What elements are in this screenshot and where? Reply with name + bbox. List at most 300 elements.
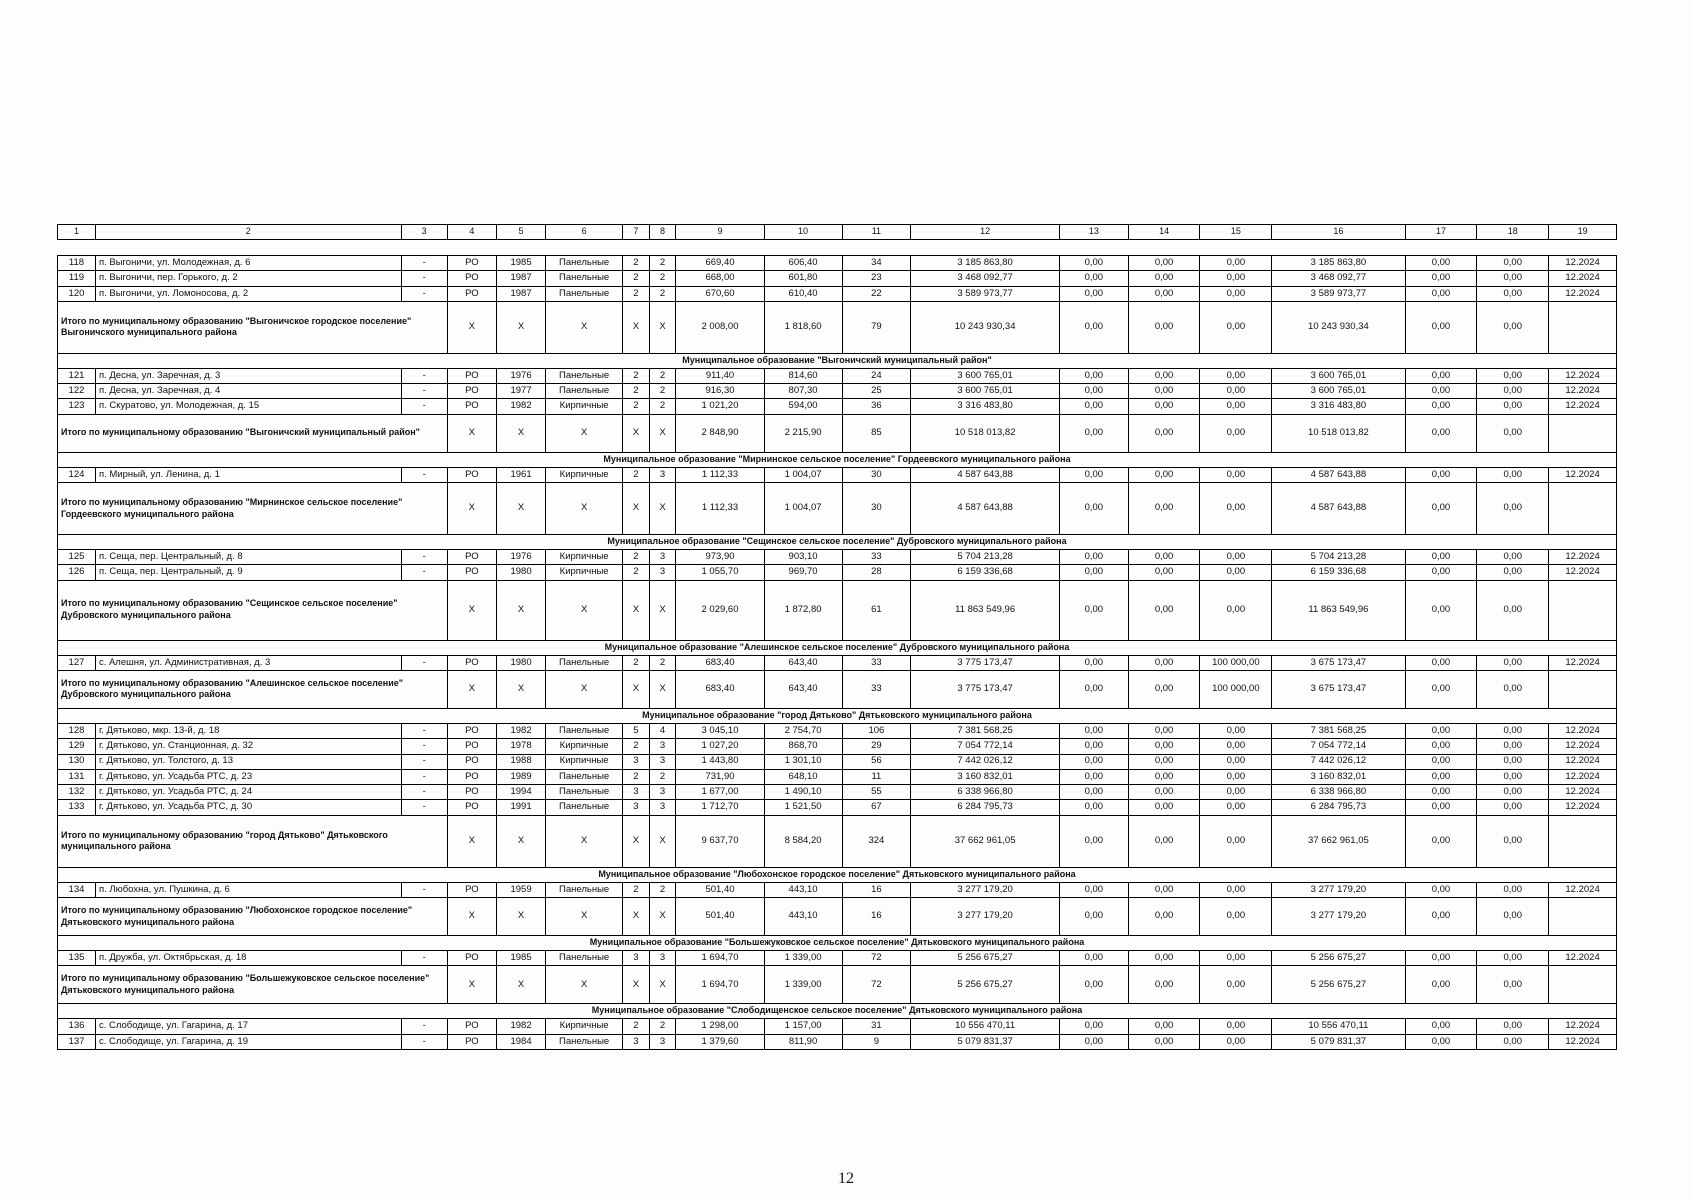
total-cell: 11 863 549,96 bbox=[1272, 580, 1405, 640]
table-cell: 12.2024 bbox=[1549, 399, 1617, 414]
table-cell: - bbox=[401, 754, 447, 769]
table-row bbox=[58, 399, 1617, 414]
table-cell: Кирпичные bbox=[546, 754, 623, 769]
table-cell: Панельные bbox=[546, 951, 623, 966]
table-cell: 0,00 bbox=[1059, 1034, 1128, 1049]
table-cell: 3 bbox=[649, 739, 676, 754]
table-cell: 0,00 bbox=[1405, 951, 1477, 966]
table-cell: 606,40 bbox=[764, 256, 842, 271]
total-row bbox=[58, 301, 1617, 353]
total-cell: 0,00 bbox=[1059, 670, 1128, 708]
table-cell: 1987 bbox=[496, 271, 545, 286]
table-cell: Кирпичные bbox=[546, 550, 623, 565]
total-row bbox=[58, 670, 1617, 708]
table-cell: 23 bbox=[842, 271, 911, 286]
table-cell: - bbox=[401, 399, 447, 414]
table-cell: - bbox=[401, 655, 447, 670]
table-cell: 10 556 470,11 bbox=[911, 1019, 1060, 1034]
table-cell: 12.2024 bbox=[1549, 1019, 1617, 1034]
table-cell: 34 bbox=[842, 256, 911, 271]
table-cell: 1989 bbox=[496, 769, 545, 784]
total-cell: X bbox=[623, 670, 650, 708]
total-cell: 2 848,90 bbox=[676, 414, 764, 452]
total-cell: 0,00 bbox=[1128, 580, 1200, 640]
table-cell: 2 bbox=[623, 286, 650, 301]
table-row bbox=[58, 565, 1617, 580]
total-cell: 10 243 930,34 bbox=[1272, 301, 1405, 353]
total-cell: 0,00 bbox=[1405, 483, 1477, 535]
table-cell: РО bbox=[447, 951, 496, 966]
total-cell: 2 029,60 bbox=[676, 580, 764, 640]
table-cell: 1982 bbox=[496, 399, 545, 414]
table-cell: 916,30 bbox=[676, 384, 764, 399]
total-row bbox=[58, 898, 1617, 936]
table-cell: 0,00 bbox=[1059, 550, 1128, 565]
table-cell: 0,00 bbox=[1128, 754, 1200, 769]
table-cell: 3 bbox=[649, 550, 676, 565]
table-cell: - bbox=[401, 565, 447, 580]
total-cell: X bbox=[623, 483, 650, 535]
table-cell: 0,00 bbox=[1200, 467, 1272, 482]
table-cell: - bbox=[401, 368, 447, 383]
table-cell: 814,60 bbox=[764, 368, 842, 383]
total-cell: 85 bbox=[842, 414, 911, 452]
total-cell: 10 518 013,82 bbox=[911, 414, 1060, 452]
table-cell: 100 000,00 bbox=[1200, 655, 1272, 670]
table-cell: 12.2024 bbox=[1549, 1034, 1617, 1049]
spacer-row bbox=[58, 240, 1617, 256]
table-cell: 2 bbox=[623, 565, 650, 580]
table-cell: 2 bbox=[623, 550, 650, 565]
table-cell: 1988 bbox=[496, 754, 545, 769]
table-cell: 868,70 bbox=[764, 739, 842, 754]
total-cell: 1 004,07 bbox=[764, 483, 842, 535]
table-cell: Панельные bbox=[546, 882, 623, 897]
table-cell: 1 677,00 bbox=[676, 785, 764, 800]
total-row bbox=[58, 815, 1617, 867]
column-number: 7 bbox=[623, 225, 650, 240]
total-cell: 0,00 bbox=[1059, 483, 1128, 535]
table-cell: 2 bbox=[623, 769, 650, 784]
table-cell: 0,00 bbox=[1477, 399, 1549, 414]
table-cell: 0,00 bbox=[1128, 399, 1200, 414]
table-cell: 2 bbox=[649, 368, 676, 383]
table-cell: 0,00 bbox=[1200, 550, 1272, 565]
table-cell: 120 bbox=[58, 286, 96, 301]
table-cell: 0,00 bbox=[1059, 565, 1128, 580]
table-cell: 1 055,70 bbox=[676, 565, 764, 580]
column-number: 11 bbox=[842, 225, 911, 240]
table-cell: Кирпичные bbox=[546, 565, 623, 580]
total-cell-empty bbox=[1549, 580, 1617, 640]
table-cell: 5 bbox=[623, 723, 650, 738]
table-cell: 0,00 bbox=[1128, 384, 1200, 399]
table-cell: 1 298,00 bbox=[676, 1019, 764, 1034]
total-cell: 643,40 bbox=[764, 670, 842, 708]
total-cell: 0,00 bbox=[1405, 815, 1477, 867]
table-cell: 6 159 336,68 bbox=[911, 565, 1060, 580]
total-cell: X bbox=[649, 414, 676, 452]
table-cell: 12.2024 bbox=[1549, 550, 1617, 565]
table-cell: 12.2024 bbox=[1549, 655, 1617, 670]
table-cell: 132 bbox=[58, 785, 96, 800]
address-cell: с. Алешня, ул. Административная, д. 3 bbox=[95, 655, 401, 670]
total-cell: X bbox=[623, 966, 650, 1004]
address-cell: г. Дятьково, ул. Усадьба РТС, д. 23 bbox=[95, 769, 401, 784]
total-cell: X bbox=[649, 580, 676, 640]
total-cell: 72 bbox=[842, 966, 911, 1004]
table-cell: Панельные bbox=[546, 1034, 623, 1049]
table-row bbox=[58, 882, 1617, 897]
table-cell: 12.2024 bbox=[1549, 882, 1617, 897]
table-cell: 12.2024 bbox=[1549, 739, 1617, 754]
table-cell: 0,00 bbox=[1059, 739, 1128, 754]
table-cell: 133 bbox=[58, 800, 96, 815]
column-number: 4 bbox=[447, 225, 496, 240]
table-cell: 1994 bbox=[496, 785, 545, 800]
section-header-row bbox=[58, 867, 1617, 882]
table-cell: 443,10 bbox=[764, 882, 842, 897]
table-cell: 2 bbox=[649, 271, 676, 286]
table-cell: 1961 bbox=[496, 467, 545, 482]
table-cell: 3 468 092,77 bbox=[911, 271, 1060, 286]
table-cell: 0,00 bbox=[1128, 565, 1200, 580]
table-cell: 0,00 bbox=[1059, 1019, 1128, 1034]
table-cell: 1 339,00 bbox=[764, 951, 842, 966]
table-cell: 0,00 bbox=[1405, 1019, 1477, 1034]
total-cell: X bbox=[447, 483, 496, 535]
table-cell: 12.2024 bbox=[1549, 800, 1617, 815]
table-cell: 0,00 bbox=[1200, 384, 1272, 399]
table-cell: 1 112,33 bbox=[676, 467, 764, 482]
table-cell: 0,00 bbox=[1128, 769, 1200, 784]
table-cell: 0,00 bbox=[1477, 882, 1549, 897]
table-cell: 0,00 bbox=[1059, 384, 1128, 399]
table-cell: 0,00 bbox=[1128, 882, 1200, 897]
table-row bbox=[58, 384, 1617, 399]
table-cell: 0,00 bbox=[1059, 655, 1128, 670]
table-cell: 0,00 bbox=[1059, 467, 1128, 482]
table-cell: - bbox=[401, 800, 447, 815]
table-cell: 969,70 bbox=[764, 565, 842, 580]
address-cell: г. Дятьково, ул. Усадьба РТС, д. 24 bbox=[95, 785, 401, 800]
table-cell: 135 bbox=[58, 951, 96, 966]
table-cell: - bbox=[401, 1034, 447, 1049]
table-cell: РО bbox=[447, 800, 496, 815]
total-cell: 0,00 bbox=[1200, 414, 1272, 452]
page-number: 12 bbox=[838, 1170, 854, 1187]
table-cell: 0,00 bbox=[1477, 550, 1549, 565]
total-label: Итого по муниципальному образованию "Алешинское сельское поселение" Дубровского муниципального района bbox=[58, 670, 448, 708]
table-cell: 0,00 bbox=[1128, 739, 1200, 754]
address-cell: с. Слободище, ул. Гагарина, д. 19 bbox=[95, 1034, 401, 1049]
table-cell: 0,00 bbox=[1128, 467, 1200, 482]
total-cell: 0,00 bbox=[1405, 670, 1477, 708]
table-row bbox=[58, 286, 1617, 301]
table-cell: 501,40 bbox=[676, 882, 764, 897]
column-number: 15 bbox=[1200, 225, 1272, 240]
table-cell: 2 bbox=[623, 739, 650, 754]
total-cell: 10 243 930,34 bbox=[911, 301, 1060, 353]
table-cell: Панельные bbox=[546, 785, 623, 800]
total-cell: 37 662 961,05 bbox=[911, 815, 1060, 867]
table-cell: 119 bbox=[58, 271, 96, 286]
table-cell: 0,00 bbox=[1477, 769, 1549, 784]
table-cell: 0,00 bbox=[1200, 565, 1272, 580]
table-cell: 0,00 bbox=[1059, 951, 1128, 966]
total-label: Итого по муниципальному образованию "Любохонское городское поселение" Дятьковского муниципального района bbox=[58, 898, 448, 936]
table-cell: 1 712,70 bbox=[676, 800, 764, 815]
table-cell: 128 bbox=[58, 723, 96, 738]
table-cell: - bbox=[401, 1019, 447, 1034]
total-cell: 0,00 bbox=[1477, 580, 1549, 640]
table-cell: 12.2024 bbox=[1549, 384, 1617, 399]
total-cell: X bbox=[447, 670, 496, 708]
table-cell: 2 bbox=[623, 399, 650, 414]
total-cell: 8 584,20 bbox=[764, 815, 842, 867]
table-cell: - bbox=[401, 785, 447, 800]
table-cell: Панельные bbox=[546, 384, 623, 399]
table-cell: 0,00 bbox=[1405, 769, 1477, 784]
table-cell: 5 256 675,27 bbox=[1272, 951, 1405, 966]
table-cell: 3 bbox=[623, 951, 650, 966]
table-cell: 3 bbox=[649, 800, 676, 815]
table-cell: 1977 bbox=[496, 384, 545, 399]
table-cell: Панельные bbox=[546, 800, 623, 815]
total-row bbox=[58, 580, 1617, 640]
total-cell-empty bbox=[1549, 815, 1617, 867]
total-cell: X bbox=[496, 483, 545, 535]
section-title: Муниципальное образование "город Дятьково" Дятьковского муниципального района bbox=[58, 708, 1617, 723]
total-label: Итого по муниципальному образованию "город Дятьково" Дятьковского муниципального района bbox=[58, 815, 448, 867]
table-cell: 1980 bbox=[496, 565, 545, 580]
table-cell: 3 bbox=[649, 467, 676, 482]
table-cell: Панельные bbox=[546, 368, 623, 383]
table-cell: 33 bbox=[842, 655, 911, 670]
table-cell: 3 589 973,77 bbox=[1272, 286, 1405, 301]
total-cell: X bbox=[546, 815, 623, 867]
spacer-cell bbox=[58, 240, 1617, 256]
table-cell: 1976 bbox=[496, 368, 545, 383]
total-cell: X bbox=[447, 815, 496, 867]
table-cell: 1959 bbox=[496, 882, 545, 897]
total-cell: X bbox=[496, 414, 545, 452]
table-cell: 7 442 026,12 bbox=[911, 754, 1060, 769]
section-title: Муниципальное образование "Мирнинское сельское поселение" Гордеевского муниципального района bbox=[58, 452, 1617, 467]
total-cell: 0,00 bbox=[1200, 898, 1272, 936]
table-cell: 3 600 765,01 bbox=[911, 368, 1060, 383]
total-cell: 0,00 bbox=[1128, 898, 1200, 936]
table-cell: 12.2024 bbox=[1549, 754, 1617, 769]
total-cell: X bbox=[649, 483, 676, 535]
table-cell: 3 bbox=[649, 754, 676, 769]
table-cell: 3 bbox=[649, 1034, 676, 1049]
table-cell: 3 bbox=[649, 785, 676, 800]
total-cell: 2 215,90 bbox=[764, 414, 842, 452]
table-cell: 1976 bbox=[496, 550, 545, 565]
table-cell: РО bbox=[447, 368, 496, 383]
table-cell: 67 bbox=[842, 800, 911, 815]
total-cell: X bbox=[649, 301, 676, 353]
table-row bbox=[58, 785, 1617, 800]
table-cell: 136 bbox=[58, 1019, 96, 1034]
table-cell: 0,00 bbox=[1200, 1034, 1272, 1049]
section-title: Муниципальное образование "Сещинское сельское поселение" Дубровского муниципального района bbox=[58, 535, 1617, 550]
table-cell: 0,00 bbox=[1059, 785, 1128, 800]
table-cell: 2 bbox=[649, 655, 676, 670]
table-cell: 0,00 bbox=[1477, 785, 1549, 800]
table-cell: РО bbox=[447, 256, 496, 271]
table-cell: 2 bbox=[623, 368, 650, 383]
table-cell: 0,00 bbox=[1405, 384, 1477, 399]
table-cell: 1982 bbox=[496, 723, 545, 738]
table-cell: 0,00 bbox=[1059, 271, 1128, 286]
table-cell: РО bbox=[447, 550, 496, 565]
table-cell: 0,00 bbox=[1477, 1034, 1549, 1049]
table-cell: 0,00 bbox=[1405, 723, 1477, 738]
table-cell: 4 bbox=[649, 723, 676, 738]
table-cell: 137 bbox=[58, 1034, 96, 1049]
table-cell: 56 bbox=[842, 754, 911, 769]
column-number: 6 bbox=[546, 225, 623, 240]
table-cell: 0,00 bbox=[1200, 271, 1272, 286]
table-cell: 1980 bbox=[496, 655, 545, 670]
table-cell: 0,00 bbox=[1200, 723, 1272, 738]
table-cell: 72 bbox=[842, 951, 911, 966]
table-cell: РО bbox=[447, 399, 496, 414]
table-cell: 12.2024 bbox=[1549, 565, 1617, 580]
table-cell: 0,00 bbox=[1405, 399, 1477, 414]
column-number: 12 bbox=[911, 225, 1060, 240]
table-cell: 669,40 bbox=[676, 256, 764, 271]
table-cell: 807,30 bbox=[764, 384, 842, 399]
table-cell: 3 600 765,01 bbox=[911, 384, 1060, 399]
address-cell: п. Выгоничи, ул. Ломоносова, д. 2 bbox=[95, 286, 401, 301]
table-cell: 1984 bbox=[496, 1034, 545, 1049]
table-cell: - bbox=[401, 467, 447, 482]
column-number: 18 bbox=[1477, 225, 1549, 240]
table-cell: 0,00 bbox=[1405, 368, 1477, 383]
total-cell: 5 256 675,27 bbox=[911, 966, 1060, 1004]
table-cell: 1985 bbox=[496, 951, 545, 966]
column-number: 16 bbox=[1272, 225, 1405, 240]
table-cell: 594,00 bbox=[764, 399, 842, 414]
table-cell: 33 bbox=[842, 550, 911, 565]
table-cell: 122 bbox=[58, 384, 96, 399]
table-cell: 0,00 bbox=[1200, 951, 1272, 966]
table-cell: 12.2024 bbox=[1549, 723, 1617, 738]
table-cell: 5 704 213,28 bbox=[911, 550, 1060, 565]
table-cell: 3 316 483,80 bbox=[911, 399, 1060, 414]
table-cell: 2 754,70 bbox=[764, 723, 842, 738]
table-cell: Панельные bbox=[546, 769, 623, 784]
column-number: 13 bbox=[1059, 225, 1128, 240]
table-cell: 12.2024 bbox=[1549, 286, 1617, 301]
total-cell: 0,00 bbox=[1477, 966, 1549, 1004]
table-cell: 29 bbox=[842, 739, 911, 754]
table-cell: 3 600 765,01 bbox=[1272, 384, 1405, 399]
table-cell: 0,00 bbox=[1200, 1019, 1272, 1034]
table-cell: - bbox=[401, 882, 447, 897]
table-cell: 0,00 bbox=[1200, 286, 1272, 301]
address-cell: г. Дятьково, ул. Усадьба РТС, д. 30 bbox=[95, 800, 401, 815]
table-cell: 0,00 bbox=[1477, 384, 1549, 399]
table-cell: 2 bbox=[623, 271, 650, 286]
section-header-row bbox=[58, 535, 1617, 550]
table-cell: 0,00 bbox=[1477, 655, 1549, 670]
total-cell: 443,10 bbox=[764, 898, 842, 936]
table-cell: 0,00 bbox=[1128, 368, 1200, 383]
total-cell: 30 bbox=[842, 483, 911, 535]
table-cell: 1 027,20 bbox=[676, 739, 764, 754]
total-cell: 0,00 bbox=[1200, 815, 1272, 867]
table-cell: 2 bbox=[623, 655, 650, 670]
address-cell: п. Десна, ул. Заречная, д. 3 bbox=[95, 368, 401, 383]
table-cell: РО bbox=[447, 286, 496, 301]
table-cell: - bbox=[401, 769, 447, 784]
total-cell: 37 662 961,05 bbox=[1272, 815, 1405, 867]
table-cell: - bbox=[401, 256, 447, 271]
section-title: Муниципальное образование "Алешинское сельское поселение" Дубровского муниципального района bbox=[58, 640, 1617, 655]
table-cell: 12.2024 bbox=[1549, 769, 1617, 784]
total-cell: X bbox=[447, 966, 496, 1004]
table-cell: 0,00 bbox=[1405, 754, 1477, 769]
total-cell: 0,00 bbox=[1405, 966, 1477, 1004]
table-cell: Кирпичные bbox=[546, 399, 623, 414]
table-cell: 11 bbox=[842, 769, 911, 784]
total-cell: 79 bbox=[842, 301, 911, 353]
total-cell: 0,00 bbox=[1059, 815, 1128, 867]
table-cell: Панельные bbox=[546, 723, 623, 738]
address-cell: п. Выгоничи, пер. Горького, д. 2 bbox=[95, 271, 401, 286]
total-cell: 100 000,00 bbox=[1200, 670, 1272, 708]
total-label: Итого по муниципальному образованию "Большежуковское сельское поселение" Дятьковского муниципального района bbox=[58, 966, 448, 1004]
column-number-row bbox=[58, 225, 1617, 240]
table-cell: 31 bbox=[842, 1019, 911, 1034]
table-cell: 731,90 bbox=[676, 769, 764, 784]
address-cell: п. Дружба, ул. Октябрьская, д. 18 bbox=[95, 951, 401, 966]
table-cell: 3 045,10 bbox=[676, 723, 764, 738]
table-cell: 648,10 bbox=[764, 769, 842, 784]
table-cell: 0,00 bbox=[1405, 256, 1477, 271]
table-cell: 3 185 863,80 bbox=[1272, 256, 1405, 271]
table-cell: 9 bbox=[842, 1034, 911, 1049]
table-cell: РО bbox=[447, 723, 496, 738]
section-header-row bbox=[58, 353, 1617, 368]
table-cell: 30 bbox=[842, 467, 911, 482]
table-row bbox=[58, 951, 1617, 966]
table-cell: 2 bbox=[649, 882, 676, 897]
table-cell: 0,00 bbox=[1405, 800, 1477, 815]
table-cell: 6 338 966,80 bbox=[911, 785, 1060, 800]
total-cell: X bbox=[546, 483, 623, 535]
total-row bbox=[58, 483, 1617, 535]
table-cell: 6 284 795,73 bbox=[1272, 800, 1405, 815]
total-cell: X bbox=[496, 301, 545, 353]
table-cell: Кирпичные bbox=[546, 739, 623, 754]
table-cell: 2 bbox=[649, 286, 676, 301]
total-cell-empty bbox=[1549, 670, 1617, 708]
total-cell: X bbox=[447, 414, 496, 452]
table-cell: 1 301,10 bbox=[764, 754, 842, 769]
table-cell: 24 bbox=[842, 368, 911, 383]
table-row bbox=[58, 1034, 1617, 1049]
total-cell-empty bbox=[1549, 966, 1617, 1004]
table-cell: 1 021,20 bbox=[676, 399, 764, 414]
total-cell: 9 637,70 bbox=[676, 815, 764, 867]
table-cell: 118 bbox=[58, 256, 96, 271]
table-cell: Кирпичные bbox=[546, 467, 623, 482]
